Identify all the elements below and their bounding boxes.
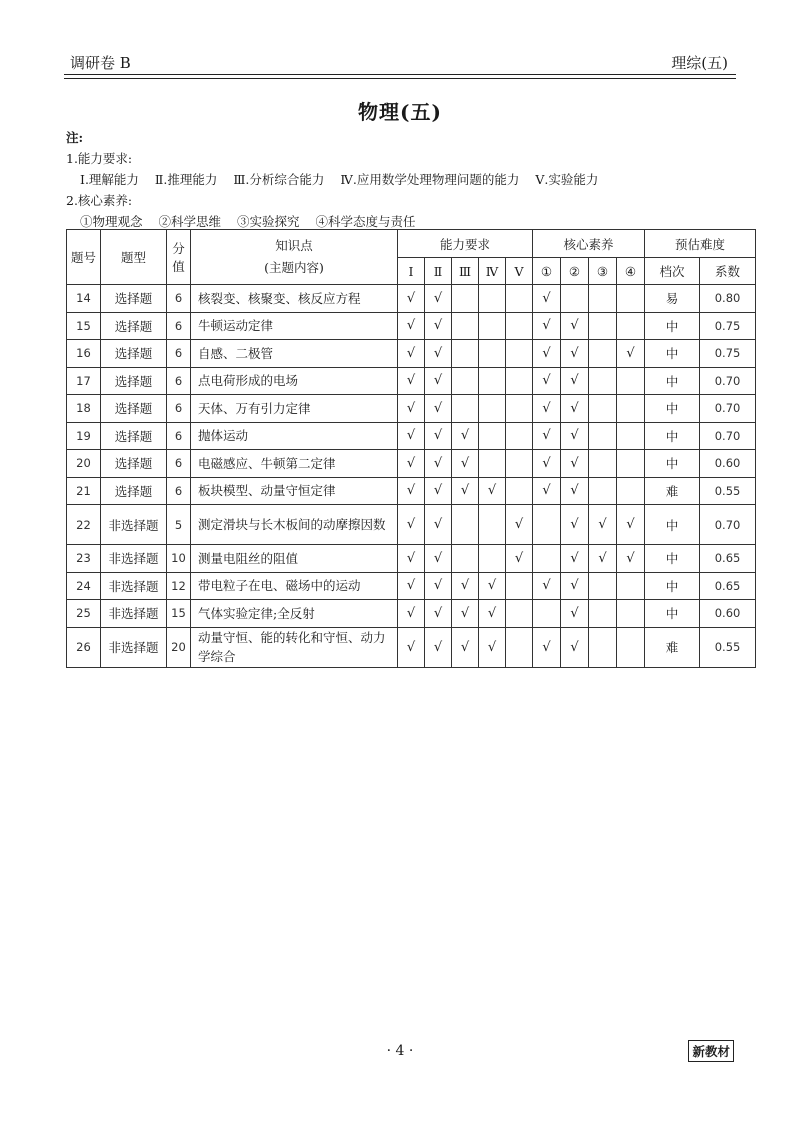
- ability-check-cell: √: [398, 450, 425, 478]
- ability-check-cell: √: [425, 627, 452, 667]
- question-topic: 牛顿运动定律: [191, 312, 398, 340]
- difficulty-level: 中: [645, 600, 700, 628]
- ability-check-cell: √: [452, 600, 479, 628]
- question-topic: 气体实验定律;全反射: [191, 600, 398, 628]
- ability-check-cell: √: [425, 450, 452, 478]
- question-topic: 点电荷形成的电场: [191, 367, 398, 395]
- difficulty-coef: 0.70: [700, 395, 756, 423]
- difficulty-coef: 0.75: [700, 340, 756, 368]
- header-difficulty: 预估难度: [645, 230, 756, 258]
- question-topic: 动量守恒、能的转化和守恒、动力学综合: [191, 627, 398, 667]
- difficulty-coef: 0.60: [700, 600, 756, 628]
- literacy-check-cell: [589, 600, 617, 628]
- question-topic: 带电粒子在电、磁场中的运动: [191, 572, 398, 600]
- header-ability-col: Ⅰ: [398, 258, 425, 285]
- literacy-check-cell: √: [561, 572, 589, 600]
- literacy-check-cell: [533, 505, 561, 545]
- question-type: 非选择题: [101, 572, 167, 600]
- question-topic: 电磁感应、牛顿第二定律: [191, 450, 398, 478]
- question-score: 6: [167, 477, 191, 505]
- ability-check-cell: [479, 312, 506, 340]
- ability-check-cell: √: [398, 395, 425, 423]
- header-right: 理综(五): [671, 54, 728, 72]
- literacy-check-cell: [589, 450, 617, 478]
- literacy-item: ④科学态度与责任: [315, 214, 416, 229]
- table-row: [67, 395, 756, 423]
- difficulty-coef: 0.55: [700, 627, 756, 667]
- literacy-check-cell: [561, 285, 589, 313]
- question-type: 选择题: [101, 367, 167, 395]
- table-row: [67, 505, 756, 545]
- ability-check-cell: √: [398, 545, 425, 573]
- question-score: 5: [167, 505, 191, 545]
- difficulty-coef: 0.70: [700, 367, 756, 395]
- question-number: 19: [67, 422, 101, 450]
- question-type: 非选择题: [101, 545, 167, 573]
- question-number: 21: [67, 477, 101, 505]
- literacy-check-cell: [589, 340, 617, 368]
- ability-check-cell: √: [398, 285, 425, 313]
- question-score: 6: [167, 340, 191, 368]
- literacy-check-cell: √: [533, 285, 561, 313]
- difficulty-level: 中: [645, 545, 700, 573]
- literacy-check-cell: √: [589, 505, 617, 545]
- ability-check-cell: [506, 422, 533, 450]
- question-number: 22: [67, 505, 101, 545]
- table-row: [67, 312, 756, 340]
- literacy-check-cell: [589, 477, 617, 505]
- literacy-check-cell: √: [533, 312, 561, 340]
- literacy-check-cell: √: [561, 477, 589, 505]
- header-ability-col: Ⅳ: [479, 258, 506, 285]
- literacy-check-cell: √: [533, 340, 561, 368]
- question-type: 选择题: [101, 340, 167, 368]
- literacy-check-cell: [617, 395, 645, 423]
- table-row: [67, 367, 756, 395]
- literacy-check-cell: √: [617, 340, 645, 368]
- ability-check-cell: √: [506, 545, 533, 573]
- ability-check-cell: √: [398, 505, 425, 545]
- ability-check-cell: [506, 395, 533, 423]
- question-score: 6: [167, 285, 191, 313]
- ability-check-cell: √: [398, 600, 425, 628]
- question-type: 选择题: [101, 422, 167, 450]
- literacy-check-cell: √: [533, 422, 561, 450]
- header-ability-col: Ⅱ: [425, 258, 452, 285]
- table-row: [67, 572, 756, 600]
- literacy-check-cell: √: [561, 505, 589, 545]
- difficulty-coef: 0.70: [700, 505, 756, 545]
- header-literacy: 核心素养: [533, 230, 645, 258]
- ability-check-cell: √: [452, 477, 479, 505]
- difficulty-coef: 0.70: [700, 422, 756, 450]
- literacy-check-cell: √: [561, 312, 589, 340]
- difficulty-coef: 0.55: [700, 477, 756, 505]
- difficulty-level: 中: [645, 572, 700, 600]
- literacy-check-cell: √: [561, 422, 589, 450]
- ability-check-cell: √: [398, 627, 425, 667]
- question-score: 6: [167, 422, 191, 450]
- question-type: 非选择题: [101, 600, 167, 628]
- table-row: [67, 422, 756, 450]
- difficulty-level: 中: [645, 450, 700, 478]
- question-score: 6: [167, 395, 191, 423]
- question-number: 17: [67, 367, 101, 395]
- ability-check-cell: [452, 340, 479, 368]
- ability-check-cell: [452, 505, 479, 545]
- question-number: 18: [67, 395, 101, 423]
- question-type: 选择题: [101, 312, 167, 340]
- table-row: [67, 450, 756, 478]
- literacy-item: ①物理观念: [80, 214, 143, 229]
- literacy-check-cell: √: [533, 627, 561, 667]
- ability-check-cell: [506, 572, 533, 600]
- difficulty-coef: 0.60: [700, 450, 756, 478]
- header-rule-thick: [64, 74, 736, 75]
- ability-check-cell: √: [425, 477, 452, 505]
- ability-check-cell: √: [398, 422, 425, 450]
- ability-check-cell: √: [452, 450, 479, 478]
- question-number: 15: [67, 312, 101, 340]
- spec-table: [66, 229, 756, 668]
- ability-check-cell: [479, 422, 506, 450]
- header-topic-a: 知识点: [275, 238, 313, 253]
- header-ability-col: Ⅲ: [452, 258, 479, 285]
- literacy-check-cell: [589, 422, 617, 450]
- header-rule-thin: [64, 78, 736, 79]
- difficulty-level: 易: [645, 285, 700, 313]
- table-row: [67, 477, 756, 505]
- ability-check-cell: √: [398, 367, 425, 395]
- ability-check-cell: [506, 477, 533, 505]
- literacy-check-cell: [617, 285, 645, 313]
- ability-check-cell: [452, 285, 479, 313]
- ability-check-cell: [479, 340, 506, 368]
- question-type: 选择题: [101, 285, 167, 313]
- header-coef: 系数: [700, 258, 756, 285]
- literacy-check-cell: [617, 627, 645, 667]
- table-row: [67, 285, 756, 313]
- ability-check-cell: √: [425, 285, 452, 313]
- ability-check-cell: √: [479, 572, 506, 600]
- question-type: 选择题: [101, 450, 167, 478]
- ability-check-cell: [452, 545, 479, 573]
- difficulty-coef: 0.65: [700, 545, 756, 573]
- ability-check-cell: √: [425, 340, 452, 368]
- page-number: · 4 ·: [386, 1043, 414, 1059]
- page-title: 物理(五): [358, 100, 442, 124]
- literacy-check-cell: √: [561, 545, 589, 573]
- ability-check-cell: √: [452, 422, 479, 450]
- ability-check-cell: √: [452, 627, 479, 667]
- literacy-check-cell: [533, 545, 561, 573]
- question-score: 20: [167, 627, 191, 667]
- literacy-check-cell: √: [589, 545, 617, 573]
- literacy-item: ②科学思维: [158, 214, 222, 229]
- literacy-check-cell: [617, 572, 645, 600]
- difficulty-level: 中: [645, 367, 700, 395]
- ability-check-cell: √: [398, 572, 425, 600]
- difficulty-level: 中: [645, 340, 700, 368]
- ability-check-cell: [479, 505, 506, 545]
- literacy-check-cell: √: [561, 340, 589, 368]
- literacy-check-cell: √: [617, 505, 645, 545]
- ability-check-cell: √: [425, 505, 452, 545]
- ability-check-cell: [479, 395, 506, 423]
- literacy-check-cell: [589, 285, 617, 313]
- header-topic: [191, 230, 398, 285]
- question-score: 15: [167, 600, 191, 628]
- literacy-check-cell: [533, 600, 561, 628]
- question-number: 25: [67, 600, 101, 628]
- question-topic: 抛体运动: [191, 422, 398, 450]
- ability-check-cell: √: [479, 627, 506, 667]
- difficulty-coef: 0.80: [700, 285, 756, 313]
- header-literacy-col: ②: [561, 258, 589, 285]
- ability-check-cell: √: [398, 312, 425, 340]
- literacy-check-cell: [589, 627, 617, 667]
- ability-check-cell: [506, 450, 533, 478]
- difficulty-coef: 0.75: [700, 312, 756, 340]
- ability-check-cell: [479, 367, 506, 395]
- literacy-heading: 2.核心素养:: [66, 193, 133, 208]
- ability-check-cell: [452, 395, 479, 423]
- header-topic-b: (主题内容): [264, 260, 324, 275]
- ability-check-cell: [506, 627, 533, 667]
- header-ability-col: Ⅴ: [506, 258, 533, 285]
- literacy-check-cell: √: [561, 627, 589, 667]
- ability-item: Ⅰ.理解能力: [80, 172, 139, 187]
- ability-item: Ⅲ.分析综合能力: [233, 172, 325, 187]
- question-number: 14: [67, 285, 101, 313]
- question-topic: 测量电阻丝的阻值: [191, 545, 398, 573]
- literacy-check-cell: √: [533, 477, 561, 505]
- question-score: 6: [167, 450, 191, 478]
- header-type: 题型: [101, 230, 167, 285]
- literacy-check-cell: √: [561, 600, 589, 628]
- literacy-check-cell: [617, 312, 645, 340]
- header-score-a: 分: [172, 241, 185, 256]
- ability-check-cell: [506, 285, 533, 313]
- header-num: 题号: [67, 230, 101, 285]
- literacy-check-cell: √: [561, 395, 589, 423]
- ability-check-cell: √: [425, 545, 452, 573]
- notes-label: 注:: [66, 130, 84, 145]
- ability-check-cell: √: [398, 477, 425, 505]
- literacy-check-cell: √: [561, 367, 589, 395]
- literacy-check-cell: [589, 572, 617, 600]
- ability-list: [66, 169, 608, 190]
- literacy-check-cell: √: [533, 395, 561, 423]
- ability-check-cell: √: [479, 477, 506, 505]
- ability-check-cell: [452, 367, 479, 395]
- ability-item: Ⅳ.应用数学处理物理问题的能力: [340, 172, 520, 187]
- question-type: 选择题: [101, 395, 167, 423]
- question-type: 非选择题: [101, 627, 167, 667]
- ability-check-cell: [479, 545, 506, 573]
- ability-check-cell: √: [425, 600, 452, 628]
- ability-item: Ⅱ.推理能力: [154, 172, 218, 187]
- ability-check-cell: [506, 600, 533, 628]
- ability-check-cell: √: [479, 600, 506, 628]
- question-score: 12: [167, 572, 191, 600]
- ability-check-cell: [506, 340, 533, 368]
- header-level: 档次: [645, 258, 700, 285]
- ability-check-cell: √: [506, 505, 533, 545]
- table-row: [67, 340, 756, 368]
- question-type: 选择题: [101, 477, 167, 505]
- literacy-check-cell: √: [533, 367, 561, 395]
- header-left: 调研卷 B: [70, 54, 131, 72]
- literacy-check-cell: [617, 450, 645, 478]
- ability-check-cell: √: [398, 340, 425, 368]
- ability-item: Ⅴ.实验能力: [535, 172, 599, 187]
- ability-check-cell: √: [425, 395, 452, 423]
- question-number: 16: [67, 340, 101, 368]
- question-score: 6: [167, 312, 191, 340]
- literacy-check-cell: √: [617, 545, 645, 573]
- table-row: [67, 600, 756, 628]
- literacy-check-cell: [617, 367, 645, 395]
- header-literacy-col: ①: [533, 258, 561, 285]
- ability-check-cell: √: [425, 312, 452, 340]
- literacy-check-cell: [617, 600, 645, 628]
- ability-check-cell: √: [452, 572, 479, 600]
- ability-check-cell: √: [425, 422, 452, 450]
- difficulty-level: 中: [645, 422, 700, 450]
- header-literacy-col: ③: [589, 258, 617, 285]
- difficulty-level: 难: [645, 477, 700, 505]
- header-literacy-col: ④: [617, 258, 645, 285]
- difficulty-level: 中: [645, 505, 700, 545]
- literacy-check-cell: √: [533, 450, 561, 478]
- ability-check-cell: [452, 312, 479, 340]
- question-topic: 天体、万有引力定律: [191, 395, 398, 423]
- literacy-check-cell: [617, 422, 645, 450]
- question-number: 26: [67, 627, 101, 667]
- question-number: 20: [67, 450, 101, 478]
- literacy-check-cell: [589, 395, 617, 423]
- question-topic: 测定滑块与长木板间的动摩擦因数: [191, 505, 398, 545]
- difficulty-level: 中: [645, 312, 700, 340]
- table-row: [67, 627, 756, 667]
- question-score: 10: [167, 545, 191, 573]
- ability-check-cell: [506, 312, 533, 340]
- question-type: 非选择题: [101, 505, 167, 545]
- header-ability: 能力要求: [398, 230, 533, 258]
- literacy-check-cell: [589, 312, 617, 340]
- edition-badge: 新教材: [688, 1040, 734, 1062]
- question-topic: 自感、二极管: [191, 340, 398, 368]
- question-number: 24: [67, 572, 101, 600]
- table-row: [67, 545, 756, 573]
- ability-heading: 1.能力要求:: [66, 151, 133, 166]
- question-topic: 核裂变、核聚变、核反应方程: [191, 285, 398, 313]
- question-score: 6: [167, 367, 191, 395]
- ability-check-cell: √: [425, 367, 452, 395]
- literacy-check-cell: √: [533, 572, 561, 600]
- difficulty-coef: 0.65: [700, 572, 756, 600]
- header-score-b: 值: [172, 259, 185, 274]
- difficulty-level: 中: [645, 395, 700, 423]
- notes-block: [66, 127, 608, 232]
- ability-check-cell: [479, 285, 506, 313]
- question-number: 23: [67, 545, 101, 573]
- table-body: [67, 285, 756, 668]
- literacy-check-cell: [617, 477, 645, 505]
- header-score: [167, 230, 191, 285]
- ability-check-cell: [506, 367, 533, 395]
- difficulty-level: 难: [645, 627, 700, 667]
- question-topic: 板块模型、动量守恒定律: [191, 477, 398, 505]
- literacy-check-cell: √: [561, 450, 589, 478]
- literacy-item: ③实验探究: [237, 214, 300, 229]
- ability-check-cell: √: [425, 572, 452, 600]
- literacy-check-cell: [589, 367, 617, 395]
- ability-check-cell: [479, 450, 506, 478]
